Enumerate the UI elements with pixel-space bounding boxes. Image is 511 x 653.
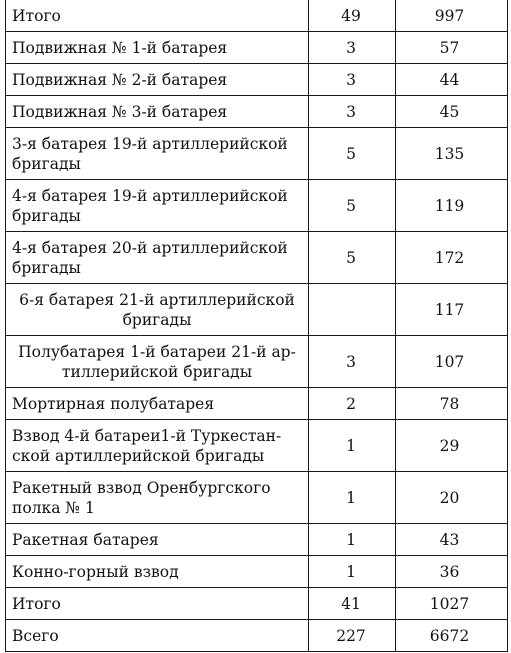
guns-cell: 49	[309, 0, 396, 32]
unit-name-cell: Конно-горный взвод	[6, 556, 309, 588]
men-cell: 135	[396, 128, 508, 180]
table-row	[6, 232, 508, 284]
guns-cell: 3	[309, 336, 396, 388]
unit-name-cell: Итого	[6, 0, 309, 32]
unit-name-cell: Взвод 4-й батареи1-й Туркестан-ской артиллерийской бригады	[6, 420, 309, 472]
unit-name-cell: 4-я батарея 20-й артиллерийской бригады	[6, 232, 309, 284]
table-row	[6, 388, 508, 420]
table-row	[6, 420, 508, 472]
unit-name-cell: Всего	[6, 620, 309, 652]
unit-name-cell: 4-я батарея 19-й артиллерийской бригады	[6, 180, 309, 232]
unit-name-cell: Подвижная № 2-й батарея	[6, 64, 309, 96]
table-row	[6, 336, 508, 388]
guns-cell: 3	[309, 32, 396, 64]
artillery-table-page	[5, 0, 508, 652]
unit-name-cell: Подвижная № 1-й батарея	[6, 32, 309, 64]
men-cell: 20	[396, 472, 508, 524]
men-cell: 172	[396, 232, 508, 284]
men-cell: 107	[396, 336, 508, 388]
table-row	[6, 128, 508, 180]
men-cell: 1027	[396, 588, 508, 620]
unit-name-cell: Ракетный взвод Оренбургского полка № 1	[6, 472, 309, 524]
table-row	[6, 32, 508, 64]
men-cell: 29	[396, 420, 508, 472]
artillery-table	[5, 0, 508, 652]
table-row	[6, 96, 508, 128]
guns-cell	[309, 284, 396, 336]
men-cell: 117	[396, 284, 508, 336]
table-row	[6, 284, 508, 336]
unit-name-cell: Ракетная батарея	[6, 524, 309, 556]
guns-cell: 3	[309, 96, 396, 128]
guns-cell: 5	[309, 128, 396, 180]
table-row	[6, 64, 508, 96]
table-row	[6, 180, 508, 232]
guns-cell: 227	[309, 620, 396, 652]
guns-cell: 3	[309, 64, 396, 96]
men-cell: 997	[396, 0, 508, 32]
guns-cell: 2	[309, 388, 396, 420]
unit-name-cell: Мортирная полубатарея	[6, 388, 309, 420]
table-row	[6, 620, 508, 652]
men-cell: 43	[396, 524, 508, 556]
guns-cell: 1	[309, 472, 396, 524]
men-cell: 45	[396, 96, 508, 128]
unit-name-cell: 3-я батарея 19-й артиллерийской бригады	[6, 128, 309, 180]
men-cell: 119	[396, 180, 508, 232]
unit-name-cell: Подвижная № 3-й батарея	[6, 96, 309, 128]
guns-cell: 5	[309, 180, 396, 232]
guns-cell: 1	[309, 524, 396, 556]
table-row	[6, 524, 508, 556]
table-row	[6, 556, 508, 588]
guns-cell: 1	[309, 556, 396, 588]
unit-name-cell: Итого	[6, 588, 309, 620]
guns-cell: 41	[309, 588, 396, 620]
guns-cell: 5	[309, 232, 396, 284]
men-cell: 36	[396, 556, 508, 588]
table-row	[6, 588, 508, 620]
table-row	[6, 472, 508, 524]
men-cell: 78	[396, 388, 508, 420]
unit-name-cell: 6-я батарея 21-й артиллерийской бригады	[6, 284, 309, 336]
men-cell: 6672	[396, 620, 508, 652]
men-cell: 44	[396, 64, 508, 96]
guns-cell: 1	[309, 420, 396, 472]
unit-name-cell: Полубатарея 1-й батареи 21-й ар-тиллерийской бригады	[6, 336, 309, 388]
table-row	[6, 0, 508, 32]
men-cell: 57	[396, 32, 508, 64]
